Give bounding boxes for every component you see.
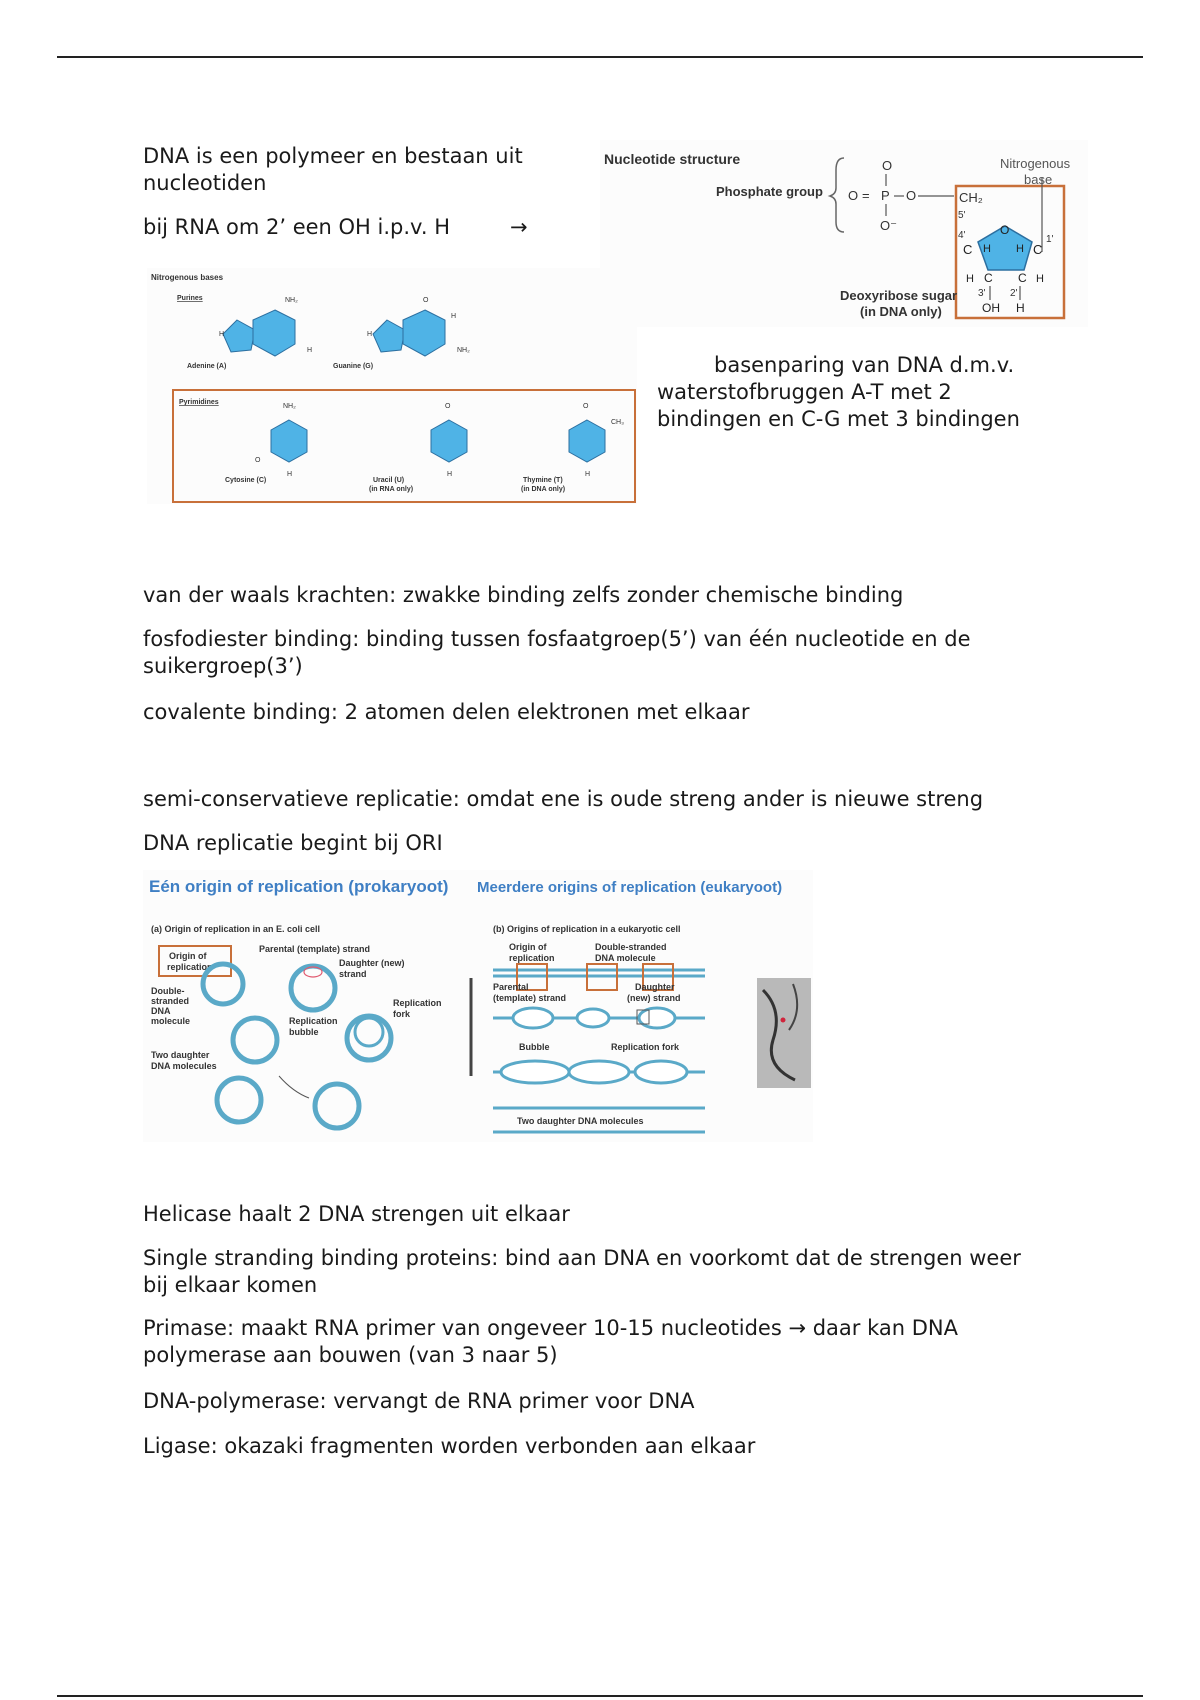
intro-line-2 — [143, 214, 563, 241]
c-left: C — [963, 242, 973, 257]
b-bubble: Bubble — [519, 1042, 550, 1052]
ecoli-daughter-1 — [217, 1078, 261, 1122]
adenine-h-right: H — [307, 347, 313, 354]
cytosine-o: O — [255, 457, 261, 464]
thymine-hexagon — [569, 420, 605, 462]
b-two: Two daughter DNA molecules — [517, 1116, 644, 1126]
bottom-rule — [57, 1695, 1143, 1697]
intro-line-1: DNA is een polymeer en bestaan uit nucleotiden — [143, 144, 523, 195]
guanine-h-top: H — [451, 313, 457, 320]
pos-1: 1' — [1046, 234, 1054, 245]
a-title: (a) Origin of replication in an E. coli cell — [151, 924, 321, 934]
b-origin-1: Origin of — [509, 942, 547, 952]
a-daughter-1: Daughter (new) — [339, 958, 405, 968]
b-ds-2: DNA molecule — [595, 953, 656, 963]
b-ds-1: Double-stranded — [595, 942, 667, 952]
purines-label: Purines — [177, 295, 203, 302]
a-fork-1: Replication — [393, 998, 442, 1008]
h-1: H — [983, 243, 991, 255]
ring-o: O — [1000, 223, 1010, 237]
a-parental: Parental (template) strand — [259, 944, 371, 954]
cytosine-nh2: NH₂ — [283, 403, 296, 410]
pos-2: 2' — [1010, 288, 1018, 299]
top-rule — [57, 56, 1143, 58]
replication-ori: DNA replicatie begint bij ORI — [143, 831, 443, 855]
c-4: C — [1018, 271, 1027, 285]
origin-replication-figure — [143, 870, 813, 1142]
heading-prokaryote: Eén origin of replication (prokaryoot) — [149, 877, 449, 896]
heading-eukaryote: Meerdere origins of replication (eukaryoot) — [477, 879, 783, 896]
euk-merged-1 — [501, 1061, 569, 1083]
bond-vanderwaals: van der waals krachten: zwakke binding zelfs zonder chemische binding — [143, 583, 904, 607]
replication-semiconservative: semi-conservatieve replicatie: omdat ene is oude streng ander is nieuwe streng — [143, 787, 984, 811]
nitrogenous-bases-figure — [147, 268, 637, 504]
adenine-h-left: H — [219, 331, 225, 338]
a-fork-2: fork — [393, 1009, 411, 1019]
thymine-ch3: CH₃ — [611, 419, 624, 426]
a-ds-4: molecule — [151, 1016, 191, 1026]
adenine-label: Adenine (A) — [187, 363, 227, 370]
nitrogenous-bases-svg — [147, 268, 637, 504]
cytosine-hexagon — [271, 420, 307, 462]
c-right: C — [1033, 242, 1043, 257]
guanine-nh2: NH₂ — [457, 347, 470, 354]
pos-4: 4' — [958, 230, 966, 241]
micrograph-dot — [781, 1018, 786, 1023]
enzyme-ligase: Ligase: okazaki fragmenten worden verbonden aan elkaar — [143, 1434, 756, 1458]
guanine-pentagon — [373, 320, 405, 352]
ecoli-daughter-2 — [315, 1084, 359, 1128]
euk-merged-3 — [635, 1061, 687, 1083]
uracil-o: O — [445, 403, 451, 410]
b-title: (b) Origins of replication in a eukaryotic cell — [493, 924, 681, 934]
bases-title: Nitrogenous bases — [151, 273, 224, 282]
basepairing-text: basenparing van DNA d.m.v. waterstofbruggen A-T met 2 bindingen en C-G met 3 bindingen — [657, 353, 1020, 431]
ch2: CH₂ — [959, 190, 983, 205]
base-label-2: base — [1024, 172, 1053, 187]
a-two-1: Two daughter — [151, 1050, 210, 1060]
phosphate-brace — [830, 158, 844, 232]
adenine-pentagon — [223, 320, 255, 352]
o-left: O — [848, 188, 859, 203]
uracil-h: H — [447, 471, 453, 478]
thymine-h: H — [585, 471, 591, 478]
guanine-hexagon — [403, 310, 445, 356]
uracil-hexagon — [431, 420, 467, 462]
o-top: O — [882, 158, 893, 173]
pos-5: 5' — [958, 210, 966, 221]
intro-line-2-text: bij RNA om 2’ een OH i.p.v. H — [143, 215, 450, 239]
nucleotide-structure-svg — [600, 140, 1088, 327]
phosphate-label: Phosphate group — [716, 184, 823, 199]
euk-merged-2 — [569, 1061, 629, 1083]
thymine-label-1: Thymine (T) — [523, 477, 563, 484]
h-3: H — [966, 273, 974, 285]
a-bubble-2: bubble — [289, 1027, 319, 1037]
origin-replication-svg — [143, 870, 813, 1142]
b-parental-2: (template) strand — [493, 993, 567, 1003]
h-2: H — [1016, 243, 1024, 255]
a-origin-1: Origin of — [169, 951, 207, 961]
oh: OH — [982, 301, 1000, 315]
p-atom: P — [881, 188, 890, 203]
ecoli-circle-2 — [291, 966, 335, 1010]
uracil-label-1: Uracil (U) — [373, 477, 405, 484]
thymine-o: O — [583, 403, 589, 410]
pos-3: 3' — [978, 288, 986, 299]
euk-bubble-2 — [577, 1009, 609, 1027]
thymine-label-2: (in DNA only) — [521, 486, 566, 493]
sugar-label-2: (in DNA only) — [860, 304, 942, 319]
b-daughter-2: (new) strand — [627, 993, 681, 1003]
b-origin-2: replication — [509, 953, 555, 963]
cytosine-h: H — [287, 471, 293, 478]
o-right: O — [906, 188, 917, 203]
guanine-o: O — [423, 297, 429, 304]
equals-bond: = — [862, 188, 870, 203]
a-daughter-2: strand — [339, 969, 367, 979]
pyrimidines-label: Pyrimidines — [179, 399, 219, 406]
guanine-label: Guanine (G) — [333, 363, 374, 370]
o-minus: O⁻ — [880, 218, 897, 233]
cycle-arrow — [279, 1076, 309, 1098]
nucleotide-structure-figure — [600, 140, 1088, 327]
enzyme-polymerase: DNA-polymerase: vervangt de RNA primer voor DNA — [143, 1389, 695, 1413]
a-ds-1: Double- — [151, 986, 185, 996]
enzyme-helicase: Helicase haalt 2 DNA strengen uit elkaar — [143, 1202, 570, 1226]
h-5: H — [1016, 301, 1025, 315]
euk-bubble-3 — [639, 1008, 675, 1028]
guanine-h-left: H — [367, 331, 373, 338]
cytosine-label: Cytosine (C) — [225, 477, 267, 484]
a-origin-2: replication — [167, 962, 213, 972]
bond-fosfodiester: fosfodiester binding: binding tussen fosfaatgroep(5’) van één nucleotide en de suikergroep(3’) — [143, 627, 971, 678]
base-label-1: Nitrogenous — [1000, 156, 1071, 171]
a-ds-3: DNA — [151, 1006, 171, 1016]
sugar-label-1: Deoxyribose sugar — [840, 288, 958, 303]
nucleotide-title: Nucleotide structure — [604, 151, 741, 167]
euk-bubble-1 — [513, 1008, 553, 1028]
b-daughter-1: Daughter — [635, 982, 675, 992]
ecoli-circle-4 — [347, 1016, 391, 1060]
enzyme-ssb: Single stranding binding proteins: bind aan DNA en voorkomt dat de strengen weer bij elkaar komen — [143, 1246, 1021, 1297]
b-fork: Replication fork — [611, 1042, 680, 1052]
ecoli-circle-3 — [233, 1018, 277, 1062]
a-bubble-1: Replication — [289, 1016, 338, 1026]
a-two-2: DNA molecules — [151, 1061, 217, 1071]
h-4: H — [1036, 273, 1044, 285]
ecoli-circle-4-inner — [355, 1018, 383, 1046]
uracil-label-2: (in RNA only) — [369, 486, 414, 493]
c-3: C — [984, 271, 993, 285]
ecoli-circle-1 — [203, 964, 243, 1004]
enzyme-primase: Primase: maakt RNA primer van ongeveer 10-15 nucleotides → daar kan DNA polymerase aan bouwen (van 3 naar 5) — [143, 1316, 958, 1367]
arrow-right-icon: → — [510, 215, 528, 239]
a-ds-2: stranded — [151, 996, 190, 1006]
bond-covalent: covalente binding: 2 atomen delen elektronen met elkaar — [143, 700, 750, 724]
adenine-nh2: NH₂ — [285, 297, 298, 304]
adenine-hexagon — [253, 310, 295, 356]
b-parental-1: Parental — [493, 982, 529, 992]
